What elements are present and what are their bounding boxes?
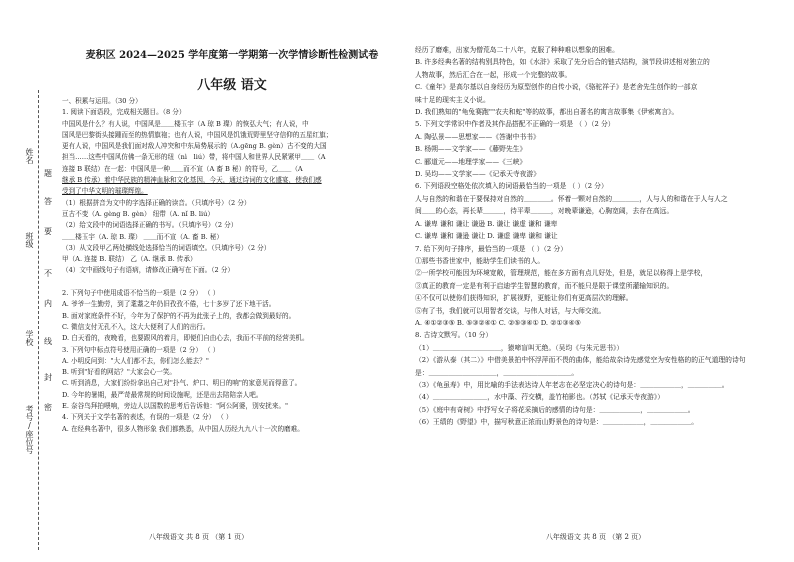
text-line: A. ④①②③⑤ B. ⑤③②④① C. ②⑤③④① D. ②①③④⑤ <box>415 318 581 327</box>
text-line: （3）《龟虽寿》中，用比喻的手法表达诗人年老志在必坚定决心的诗句是：＿＿＿＿＿＿，＿＿＿＿＿。 <box>415 380 729 389</box>
text-line: 继承 B 传承）着中华民族的精神血脉和文化基因，今天，通过诗词的文化盛宴，使我们感 <box>62 176 322 185</box>
text-line: 更有人说，中国风是我们面对敌人冲突和中东局势展示的（A.gēng B. gèn）古不变的大国 <box>62 142 327 151</box>
school-field-label: 学校 <box>25 330 34 346</box>
text-line: B. 面对家庭条件不好，今年为了保护的不再为此张子上的，我都会做到最好的。 <box>62 311 296 320</box>
text-line: 亘古不变（A. gèng B. gèn） 纽带（A. nǐ B. liú） <box>62 209 214 218</box>
subject-title: 八年级 语文 <box>197 78 267 93</box>
page-footer: 八年级语文 共 8 页 （第 1 页） <box>148 533 249 541</box>
text-line: B. 许多经典名著的结构别具特色，如《水浒》采取了先分后合的链式结构，演节段讲述相对独立的 <box>415 58 710 67</box>
text-line: 6. 下列语段空格处依次填入的词语最恰当的一项是 （ ）（2 分） <box>415 182 608 191</box>
text-line: ④不仅可以使你们获得知识，扩展视野，更能让你们有更高层次的理解。 <box>415 294 633 303</box>
text-line: 味十足的现实主义小说。 <box>415 95 490 104</box>
page-footer: 八年级语文 共 8 页 （第 2 页） <box>545 533 646 541</box>
text-line: B. 杨朔——文学家——《藤野先生》 <box>415 145 527 154</box>
text-line: E. 奈谷鸟拜拍喂响，旁边人以国数的思考后告诉他："阿公阿婆，别安扰来。" <box>62 402 289 411</box>
text-line: ＿＿楼玉宇（A. 琼 B. 璨） ＿＿而不宣（A. 畜 B. 秘） <box>62 232 223 241</box>
right-page <box>397 0 794 562</box>
text-line: 中国风是什么？有人说，中国风是＿＿楼玉宇（A 琼 B 璨）的恢弘大气；有人说，中 <box>62 119 309 128</box>
text-line: 5. 下列文学常识中作者及其作品搭配不正确的一项是 （ ）（2 分） <box>415 120 615 129</box>
spine-cut-char: 题 <box>44 169 52 178</box>
text-line: 人物故事，然后汇合在一起，形成一个完整的故事。 <box>415 70 572 79</box>
text-line: ①那些书香世家中，能助学生们读书的人。 <box>415 256 545 265</box>
right-question-text <box>415 44 780 429</box>
text-line: 甲（A. 连接 B. 联结） 乙（A. 继承 B. 传承） <box>62 255 197 264</box>
text-line: C. 郦道元——地理学家——《三峡》 <box>415 157 527 166</box>
text-line: C.《童年》是高尔基以自身经历为原型创作的自传小说，《骆驼祥子》是老舍先生创作的一部京 <box>415 83 698 92</box>
text-line: 3. 下列句中标点符号使用正确的一项是（2 分） （ ） <box>62 345 220 354</box>
text-line: 1. 阅读下面语段，完成相关题目。（8 分） <box>62 108 186 117</box>
text-line: ②一所学校可能因为环境宽敞，管理规范，能在多方面有点儿好处，但是，就足以称得上是学校， <box>415 269 708 278</box>
text-line: 4. 下列关于文学名著的表述，有误的一项是（2 分） （ ） <box>62 413 233 422</box>
text-line: （6）王绩的《野望》中，描写秋意正浓而山野景色的诗句是：＿＿＿＿＿＿，＿＿＿＿＿＿。 <box>415 418 698 427</box>
text-line: （5）《庭中有奇树》中抒写女子将花采摘后的感情的诗句是：＿＿＿＿＿＿，＿＿＿＿＿＿。 <box>415 405 695 414</box>
spine-cut-char: 不 <box>44 269 52 278</box>
text-line: 7. 给下列句子排序，最恰当的一项是 （ ）（2 分） <box>415 244 567 253</box>
text-line: 一、积累与运用。（30 分） <box>62 97 142 105</box>
spine-cut-char: 密 <box>44 403 52 412</box>
spine-cut-char: 线 <box>44 337 52 346</box>
spine-cut-char: 封 <box>44 373 52 382</box>
answer-blank-line <box>62 277 387 288</box>
text-line: 间＿＿的心态，再长辈＿＿＿，待平辈＿＿＿，对晚辈谦逊，心胸宽阔，去存在高远。 <box>415 207 674 216</box>
binding-margin <box>0 0 58 562</box>
text-line: D. 今年的暑期，最严苛最常规的时间设施呢，还是出去陪陪亲人吧。 <box>62 390 263 399</box>
text-line: A. 陶弘景——思想家——《答谢中书书》 <box>415 132 540 141</box>
text-line: （1）＿＿＿＿＿＿＿＿＿＿，猿啼盲叫无绝。（吴均《与朱元思书》） <box>415 343 624 352</box>
spine-cut-char: 内 <box>44 299 52 308</box>
text-line: 受到了中华文明的璀璨辉煌。 <box>62 187 148 196</box>
text-line: 经历了磨难，出家为僧荒岛二十八年，克服了种种难以想象的困难。 <box>415 46 619 54</box>
text-line: （4）文中画线句子有语病，请修改正确写在下面。（2 分） <box>62 266 235 275</box>
text-line: A. 在经典名著中，很多人物形象 我们都熟悉，从中国人历经九九八十一次的磨难。 <box>62 424 304 433</box>
text-line: D. 白天看的，夜晚看，也要跟风的着月，即便们自由心去，我而不平前的经营美机。 <box>62 334 309 343</box>
text-line: C. 听到消息，大家们纷纷拿出自己对"扑气、炉口、明日的响"的家意见而得意了。 <box>62 379 302 388</box>
name-field-label: 姓名 <box>25 148 34 164</box>
text-line: 国风是巴黎街头接踵而至的热情旗袍；也有人说，中国风是饥饿荒野里坚守信仰的五星红旗； <box>62 130 333 139</box>
text-line: B. 听到"好看的网站？"大家会心一笑。 <box>62 368 177 377</box>
text-line: A. 爷爷一生勤劳，到了耄耋之年仍旧孜孜不倦，七十多岁了还下地干活。 <box>62 300 276 309</box>
text-line: D. 吴均——文学家——《记承天寺夜游》 <box>415 170 541 179</box>
text-line: 8. 古诗文默写。（10 分） <box>415 331 493 340</box>
text-line: C. 谦卑 谦和 谦逊 谦让 D. 谦虚 谦卑 谦和 谦让 <box>415 232 558 241</box>
spine-cut-char: 要 <box>44 227 52 236</box>
text-line: C. 微信支付无孔不入，这大大便利了人们的出行。 <box>62 322 210 331</box>
text-line: （2）《游从泰（其二）》中借美景拍中怀浮萍而不畏的曲体，能给故杂诗先感觉空为安性格的的正气道理的诗句 <box>415 356 746 365</box>
exam-number-field-label: 考号/座位号 <box>25 405 34 454</box>
text-line: （2）给文段中的词语选择正确的书写。（只填序号）（2 分） <box>62 221 238 230</box>
text-line: ⑤有了书，我们就可以用智者交谈，与伟人对话，与大师交流。 <box>415 306 606 315</box>
text-line: ③真正的教育一定是有利于启迪学生智慧的教育，而不能只是限于课堂所灌输知识的。 <box>415 281 674 290</box>
text-line: D. 我们熟知的"龟兔赛跑""农夫和蛇"等的故事，都出自著名的寓言故事集《伊索寓言》。 <box>415 108 679 117</box>
left-question-text <box>62 96 387 435</box>
exam-title: 麦积区 2024—2025 学年度第一学期第一次学情诊断性检测试卷 <box>85 50 379 61</box>
text-line: （1）根据拼音为文中的字选择正确的读音。（只填序号）（2 分） <box>62 198 251 207</box>
text-line: 是：＿＿＿＿＿＿＿＿＿＿，＿＿＿＿＿＿＿＿＿＿。 <box>415 368 579 377</box>
class-field-label: 班级 <box>25 232 34 248</box>
text-line: 担当……这些中国风仿佛一条无形的纽（nì liú）带，将中国人和世界人民紧紧甲＿＿（A <box>62 153 326 162</box>
text-line: A. 谦卑 谦和 谦让 谦逊 B. 谦让 谦虚 谦和 谦卑 <box>415 219 558 228</box>
text-line: 2. 下列句子中使用成语不恰当的一项是（2 分） （ ） <box>62 289 220 298</box>
spine-cut-char: 答 <box>44 197 52 206</box>
text-line: A. 小明反问到："大人们都不去，你们怎么能去？" <box>62 356 209 365</box>
text-line: 人与自然的和谐在于要保持对自然的＿＿＿＿。怀着一颗对自然的＿＿＿＿，人与人的和谐在于人与人之 <box>415 194 728 203</box>
text-line: （3）从文段甲乙两处横线处选择恰当的词语填空。（只填序号）（2 分） <box>62 243 271 252</box>
text-line: （4）＿＿＿＿＿＿＿＿，水中藻、荇交横，盖竹柏影也。（苏轼《记承天寺夜游》） <box>415 393 665 402</box>
text-line: 连接 B 联结）在一起：中国风是一种＿＿而不宣（A 畜 B 秘）的符号，乙＿＿（A <box>62 164 303 173</box>
binding-dashed-line <box>38 90 39 550</box>
